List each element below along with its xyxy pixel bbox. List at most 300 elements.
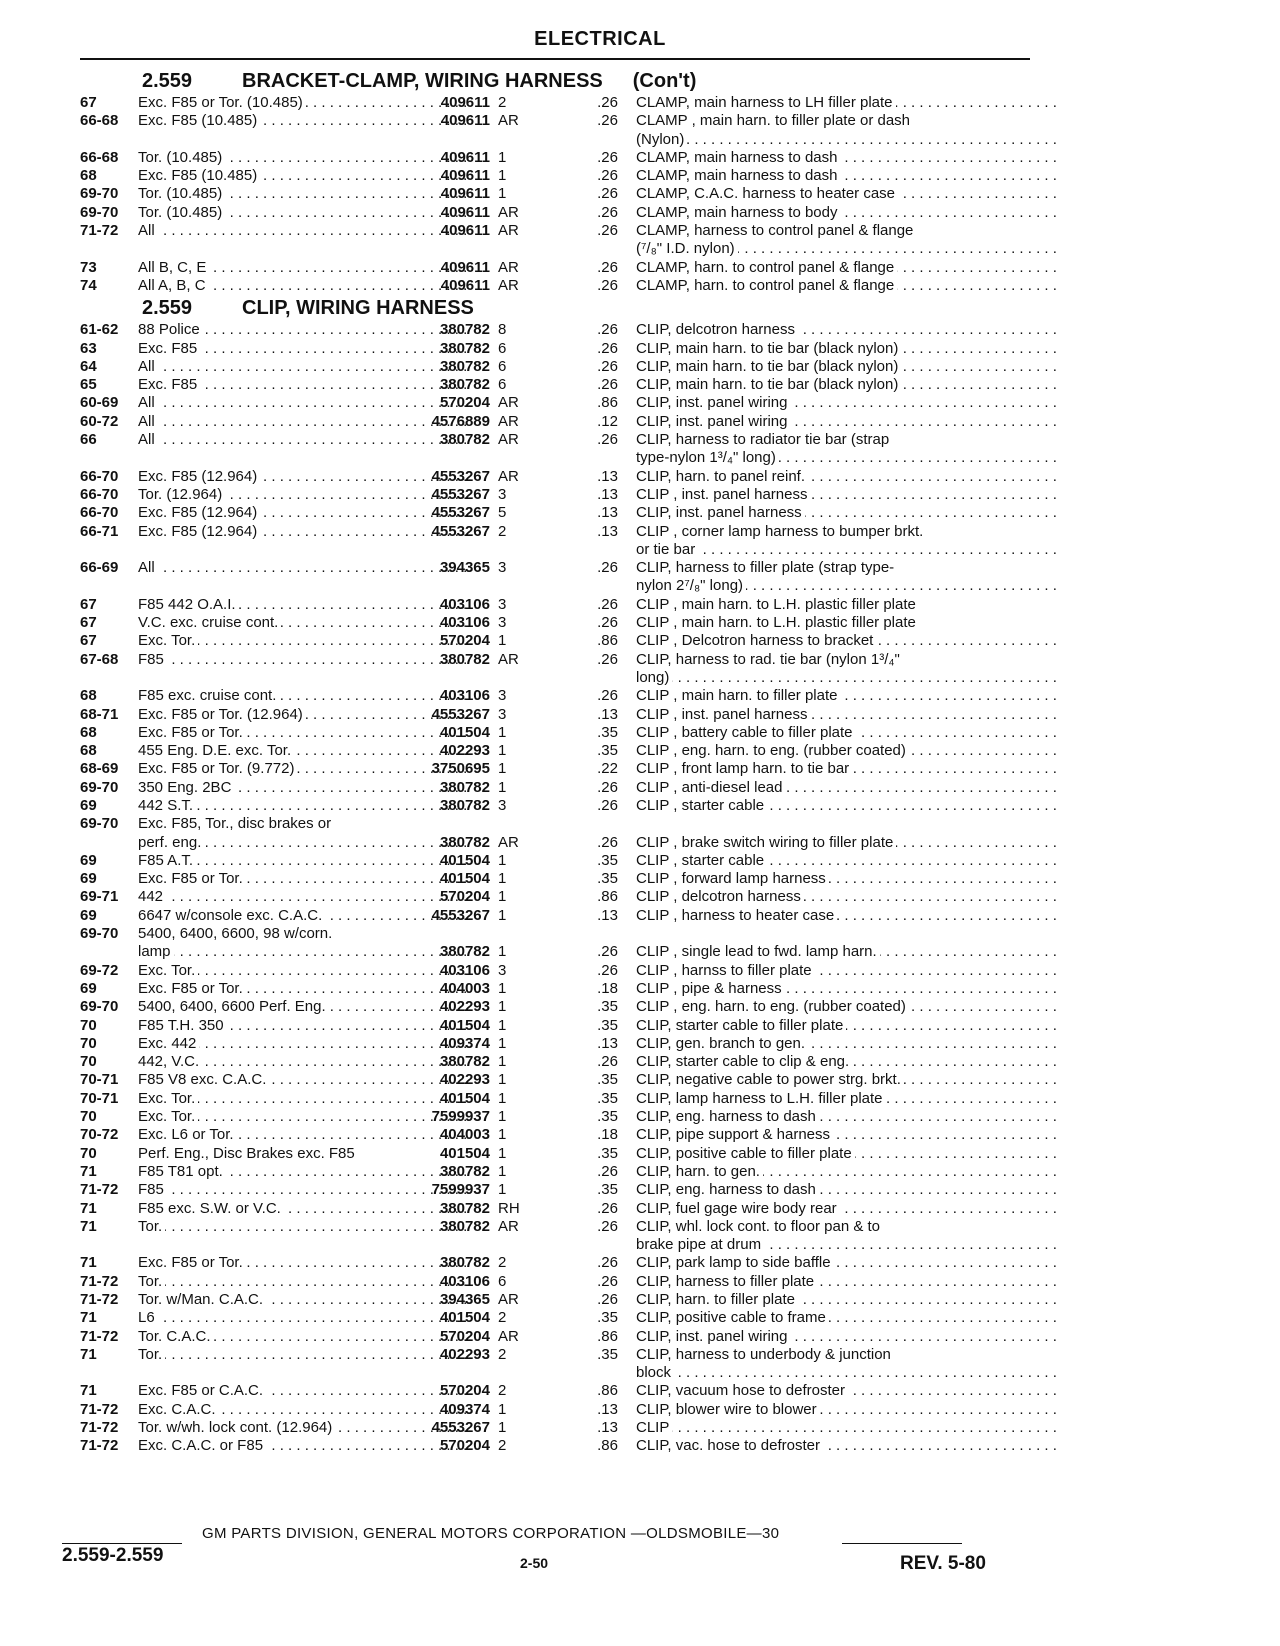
parts-row [80,1236,1040,1254]
part-description-text: CLAMP, main harness to dash [636,167,841,184]
price: .26 [597,376,618,394]
year-range: 66 [80,431,97,449]
parts-row [80,669,1040,687]
price: .26 [597,1291,618,1308]
part-description-text: CLIP , harness to heater case [636,907,837,924]
part-number: 401504 [439,723,490,741]
price: .35 [597,851,618,869]
part-description [636,1236,1056,1254]
part-description-text: CLIP , eng. harn. to eng. (rubber coated) [636,998,909,1015]
parts-row [80,907,1040,925]
part-description-text: CLIP, harness to radiator tie bar (strap [636,431,892,448]
parts-row [80,1145,1040,1163]
part-description [636,1218,1056,1236]
part-description-text: CLIP, harn. to filler plate [636,1291,798,1308]
model-application [138,376,468,394]
parts-row [80,1401,1040,1419]
parts-row [80,504,1040,522]
quantity: 1 [498,1071,507,1089]
parts-row [80,706,1040,724]
year-range: 71-72 [80,1419,119,1437]
part-description-text: CLIP, delcotron harness [636,321,798,338]
part-number: 380782 [439,321,490,339]
part-description-text: CLIP , starter cable [636,797,767,814]
model-application [138,1218,468,1236]
year-range: 68 [80,167,97,185]
parts-row [80,1291,1040,1309]
part-number: 404003 [439,979,490,997]
price: .26 [597,1272,618,1290]
model-application-text: Exc. L6 or Tor. [138,1126,237,1143]
model-application [138,943,468,961]
price: .26 [597,1199,618,1217]
price: .26 [597,943,618,961]
year-range: 69 [80,979,97,997]
parts-row [80,1254,1040,1272]
part-description [636,204,1056,222]
price: .26 [597,276,618,294]
price: .13 [597,467,618,485]
price: .26 [597,778,618,796]
model-application-text: Exc. F85 or Tor. (10.485) [138,94,306,111]
price: .26 [597,961,618,979]
model-application [138,1090,468,1108]
part-description-text: CLAMP, main harness to dash [636,149,841,166]
year-range: 67 [80,595,97,613]
part-description-text: CLIP, eng. harness to dash [636,1108,819,1125]
parts-row [80,760,1040,778]
part-description-text: CLAMP, main harness to body [636,204,841,221]
quantity: 1 [498,1126,507,1144]
year-range: 71-72 [80,222,119,240]
part-number: 404003 [439,1126,490,1144]
part-description [636,1126,1056,1144]
year-range: 71 [80,1162,97,1180]
quantity: 6 [498,376,507,394]
year-range: 69-70 [80,998,119,1016]
price: .26 [597,222,618,240]
model-application [138,1401,468,1419]
model-application-text: Exc. F85 or Tor. [138,1254,246,1271]
quantity: 1 [498,1108,507,1126]
parts-row [80,687,1040,705]
parts-row [80,1346,1040,1364]
year-range: 69-72 [80,961,119,979]
part-description-text: CLIP , main harn. to L.H. plastic filler plate [636,614,919,631]
part-number: 401504 [439,1309,490,1327]
model-application-text: Exc. F85 or C.A.C. [138,1382,266,1399]
model-application-text: Exc. C.A.C. [138,1401,219,1418]
model-application-text: Tor. w/Man. C.A.C. [138,1291,266,1308]
quantity: AR [498,258,519,276]
part-description [636,760,1056,778]
price: .86 [597,888,618,906]
year-range: 74 [80,276,97,294]
quantity: 1 [498,1419,507,1437]
quantity: 2 [498,1437,507,1455]
model-application [138,706,468,724]
part-description [636,834,1056,852]
quantity: 1 [498,742,507,760]
model-application-text: F85 exc. cruise cont. [138,687,279,704]
model-application-text: Tor. (10.485) [138,204,225,221]
part-description-text: CLIP, harness to underbody & junction [636,1346,894,1363]
year-range: 67 [80,94,97,111]
price: .26 [597,148,618,166]
page-header [80,28,1030,60]
parts-list [80,68,1040,1456]
price: .35 [597,870,618,888]
part-number: 380782 [439,833,490,851]
parts-row [80,321,1040,339]
part-description-text: CLIP, park lamp to side baffle [636,1254,834,1271]
part-description-text: CLIP [636,1419,672,1436]
year-range: 60-72 [80,412,119,430]
year-range: 68 [80,687,97,705]
part-number: 401504 [439,851,490,869]
part-description-text: CLIP, harness to rad. tie bar (nylon 1³/₄" [636,651,903,668]
part-number: 570204 [439,394,490,412]
model-application [138,431,468,449]
parts-row [80,1108,1040,1126]
part-number: 380782 [439,431,490,449]
part-number: 402293 [439,998,490,1016]
part-description [636,358,1056,376]
part-number: 3750695 [431,760,490,778]
section-heading [80,295,1040,321]
model-application-text [138,1364,141,1381]
part-number: 402293 [439,1345,490,1363]
model-application [138,1017,468,1035]
year-range: 66-69 [80,559,119,577]
model-application [138,185,468,203]
model-application-text: Tor. (10.485) [138,185,225,202]
part-description-text: CLIP , single lead to fwd. lamp harn. [636,943,880,960]
parts-row [80,1382,1040,1400]
part-description [636,870,1056,888]
quantity: 1 [498,998,507,1016]
section-number: 2.559 [142,297,193,320]
model-application [138,277,468,295]
parts-row [80,852,1040,870]
year-range: 73 [80,258,97,276]
model-application-text: Exc. F85, Tor., disc brakes or [138,815,334,832]
year-range: 71-72 [80,1272,119,1290]
model-application-text: Tor. (10.485) [138,149,225,166]
part-number: 4553267 [431,705,490,723]
part-description [636,94,1056,112]
part-description [636,907,1056,925]
model-application [138,1108,468,1126]
price: .26 [597,1053,618,1071]
part-number: 401504 [439,1144,490,1162]
part-number: 570204 [439,1437,490,1455]
model-application [138,94,468,112]
parts-row [80,1364,1040,1382]
model-application [138,131,468,149]
parts-row [80,797,1040,815]
model-application [138,149,468,167]
section-number: 2.559 [142,70,193,92]
part-description [636,413,1056,431]
year-range: 69 [80,851,97,869]
parts-row [80,1437,1040,1455]
part-description-text: or tie bar [636,541,698,558]
parts-row [80,577,1040,595]
part-number: 394365 [439,1291,490,1308]
part-number: 380782 [439,339,490,357]
part-description [636,1200,1056,1218]
part-description [636,925,1056,943]
parts-row [80,112,1040,130]
parts-row [80,167,1040,185]
part-description [636,486,1056,504]
price: .86 [597,394,618,412]
part-description [636,651,1056,669]
price: .86 [597,1382,618,1400]
part-description-text: CLIP, inst. panel wiring [636,1328,790,1345]
part-description [636,1273,1056,1291]
price: .35 [597,1309,618,1327]
part-description [636,340,1056,358]
price: .35 [597,1071,618,1089]
model-application-text: Exc. Tor. [138,1108,198,1125]
parts-row [80,1328,1040,1346]
model-application-text: 88 Police [138,321,203,338]
year-range: 68-69 [80,760,119,778]
part-description-text: CLIP , main harn. to filler plate [636,687,841,704]
year-range: 71-72 [80,1181,119,1199]
quantity: 1 [498,723,507,741]
model-application [138,815,468,833]
price: .26 [597,357,618,375]
quantity: AR [498,833,519,851]
year-range: 68-71 [80,705,119,723]
part-description-text: CLIP , harnss to filler plate [636,962,815,979]
parts-row [80,1071,1040,1089]
parts-row [80,925,1040,943]
price: .12 [597,412,618,430]
quantity: 2 [498,94,507,111]
part-description-text: CLIP , corner lamp harness to bumper brkt. [636,523,926,540]
part-description [636,541,1056,559]
part-description [636,779,1056,797]
part-description [636,1071,1056,1089]
quantity: 1 [498,760,507,778]
price: .26 [597,431,618,449]
price: .13 [597,906,618,924]
parts-row [80,1419,1040,1437]
model-application [138,167,468,185]
model-application-text: Exc. F85 (12.964) [138,504,260,521]
part-number: 7599937 [431,1181,490,1199]
part-number: 380782 [439,796,490,814]
parts-row [80,358,1040,376]
price: .26 [597,112,618,130]
part-number: 380782 [439,1199,490,1217]
price: .35 [597,1016,618,1034]
parts-row [80,1309,1040,1327]
part-description [636,523,1056,541]
parts-row [80,541,1040,559]
parts-row [80,614,1040,632]
price: .18 [597,1126,618,1144]
model-application-text: All A, B, C [138,277,209,294]
part-description-text: CLIP, harness to filler plate (strap type- [636,559,897,576]
model-application-text: F85 [138,651,167,668]
year-range: 67 [80,632,97,650]
price: .13 [597,485,618,503]
quantity: 8 [498,321,507,339]
model-application-text: Exc. F85 (12.964) [138,523,260,540]
quantity: 2 [498,1345,507,1363]
part-number: 570204 [439,632,490,650]
parts-row [80,394,1040,412]
part-description-text: CLAMP, C.A.C. harness to heater case [636,185,898,202]
part-description-text: CLIP, pipe support & harness [636,1126,833,1143]
quantity: 1 [498,1144,507,1162]
model-application [138,504,468,522]
part-description [636,259,1056,277]
model-application-text [138,449,141,466]
part-description-text: CLIP , front lamp harn. to tie bar [636,760,852,777]
quantity: 1 [498,1016,507,1034]
model-application [138,962,468,980]
year-range: 67 [80,614,97,632]
part-description [636,596,1056,614]
model-application-text: 442 [138,888,166,905]
part-description [636,1145,1056,1163]
quantity: 3 [498,595,507,613]
model-application [138,559,468,577]
year-range: 70-71 [80,1071,119,1089]
parts-row [80,998,1040,1016]
model-application [138,651,468,669]
model-application-text: F85 V8 exc. C.A.C. [138,1071,269,1088]
part-number: 4553267 [431,1419,490,1437]
year-range: 70 [80,1144,97,1162]
quantity: 1 [498,1089,507,1107]
parts-row [80,185,1040,203]
part-description [636,1382,1056,1400]
parts-row [80,376,1040,394]
part-description [636,1035,1056,1053]
part-description-text: CLIP , delcotron harness [636,888,804,905]
quantity: AR [498,203,519,221]
part-number: 380782 [439,650,490,668]
part-description-text: CLIP, main harn. to tie bar (black nylon) [636,358,901,375]
part-description [636,962,1056,980]
model-application [138,1437,468,1455]
model-application-text: Exc. F85 [138,340,200,357]
year-range: 68 [80,723,97,741]
year-range: 66-68 [80,112,119,130]
model-application-text [138,577,141,594]
quantity: 3 [498,687,507,705]
part-description [636,1254,1056,1272]
year-range: 67-68 [80,650,119,668]
model-application-text: Exc. F85 or Tor. [138,870,246,887]
model-application-text: 5400, 6400, 6600, 98 w/corn. [138,925,335,942]
price: .26 [597,203,618,221]
part-number: 401504 [439,1016,490,1034]
quantity: 2 [498,1382,507,1400]
quantity: AR [498,1217,519,1235]
part-description-text [636,815,639,832]
parts-row [80,1017,1040,1035]
model-application [138,1053,468,1071]
model-application [138,1309,468,1327]
quantity: 2 [498,522,507,540]
part-description-text: CLIP, harn. to gen. [636,1163,763,1180]
model-application-text: Exc. F85 or Tor. (12.964) [138,706,306,723]
part-description [636,185,1056,203]
parts-row [80,1218,1040,1236]
part-description-text: CLIP, gen. branch to gen. [636,1035,808,1052]
model-application-text: V.C. exc. cruise cont. [138,614,281,631]
model-application [138,998,468,1016]
part-number: 403106 [439,687,490,705]
quantity: AR [498,112,519,130]
part-description [636,112,1056,130]
quantity: 1 [498,185,507,203]
part-number: 409611 [440,276,490,294]
model-application-text: Exc. F85 (12.964) [138,468,260,485]
model-application [138,321,468,339]
model-application-text: F85 exc. S.W. or V.C. [138,1200,284,1217]
model-application [138,1419,468,1437]
part-number: 380782 [439,943,490,961]
quantity: 3 [498,559,507,577]
part-number: 409611 [440,167,490,185]
price: .35 [597,1108,618,1126]
price: .35 [597,1089,618,1107]
part-number: 409611 [440,185,490,203]
price: .13 [597,1034,618,1052]
part-description-text: CLIP , forward lamp harness [636,870,829,887]
part-number: 409611 [440,148,490,166]
quantity: 1 [498,943,507,961]
section-title: CLIP, WIRING HARNESS [242,297,474,320]
section-continued: (Con't) [632,70,697,92]
model-application [138,222,468,240]
price: .35 [597,1144,618,1162]
part-description-text: CLIP , anti-diesel lead [636,779,785,796]
part-description-text: (Nylon) [636,131,687,148]
model-application-text: L6 [138,1309,158,1326]
model-application [138,669,468,687]
quantity: 1 [498,906,507,924]
model-application-text: Exc. 442 [138,1035,199,1052]
model-application [138,907,468,925]
price: .22 [597,760,618,778]
section-reference: 2.559-2.559 [62,1545,164,1566]
model-application-text [138,1236,141,1253]
part-description [636,888,1056,906]
year-range: 70-71 [80,1089,119,1107]
year-range: 71-72 [80,1291,119,1308]
part-description-text: CLIP, positive cable to frame [636,1309,829,1326]
price: .35 [597,723,618,741]
part-number: 402293 [439,742,490,760]
part-number: 4553267 [431,504,490,522]
part-description [636,222,1056,240]
part-description [636,1364,1056,1382]
model-application-text: Perf. Eng., Disc Brakes exc. F85 [138,1145,358,1162]
model-application [138,1328,468,1346]
model-application [138,1163,468,1181]
part-description [636,815,1056,833]
